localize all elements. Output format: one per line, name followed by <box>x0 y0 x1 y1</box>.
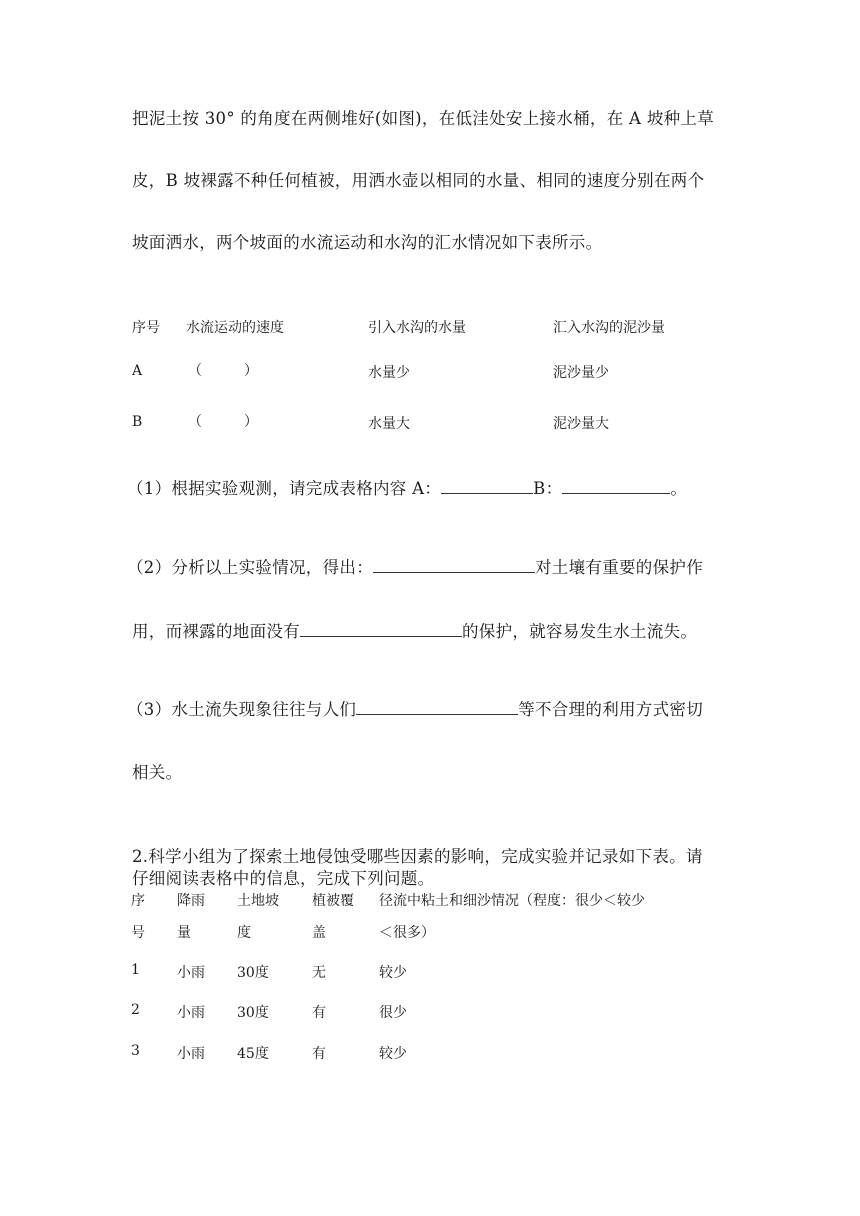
question-2-line2-prefix: 用，而裸露的地面没有 <box>132 622 300 641</box>
table2-header-slope-1: 土地坡 <box>237 893 279 909</box>
intro-line-1: 把泥土按 30° 的角度在两侧堆好(如图)，在低洼处安上接水桶，在 A 坡种上草 <box>132 109 715 128</box>
table-cell-speed: （ ） <box>188 363 258 379</box>
table2-cell-index: 2 <box>131 1002 140 1018</box>
table2-cell-vegetation: 有 <box>312 1005 326 1021</box>
table2-cell-rain: 小雨 <box>177 1046 205 1062</box>
question-3-prefix: （3）水土流失现象往往与人们 <box>127 700 357 719</box>
question-2-line2-suffix: 的保护，就容易发生水土流失。 <box>462 622 698 641</box>
answer-blank-a[interactable] <box>441 479 533 494</box>
intro-line-3: 坡面洒水，两个坡面的水流运动和水沟的汇水情况如下表所示。 <box>132 233 603 252</box>
table-cell-index: B <box>132 414 143 430</box>
answer-blank-3[interactable] <box>356 700 518 715</box>
table2-cell-rain: 小雨 <box>177 965 205 981</box>
problem-2-line-1: 2.科学小组为了探索土地侵蚀受哪些因素的影响，完成实验并记录如下表。请 <box>132 847 703 866</box>
question-2-line-1 <box>127 554 703 578</box>
table2-header-runoff-2: ＜很多） <box>379 925 435 941</box>
table2-cell-slope: 45度 <box>237 1046 269 1062</box>
table2-header-runoff-1: 径流中粘土和细沙情况（程度：很少＜较少 <box>379 893 645 909</box>
table2-cell-rain: 小雨 <box>177 1005 205 1021</box>
intro-line-2: 皮，B 坡裸露不种任何植被，用洒水壶以相同的水量、相同的速度分别在两个 <box>132 171 705 190</box>
table2-cell-runoff: 较少 <box>379 965 407 981</box>
problem-2-line-2: 仔细阅读表格中的信息，完成下列问题。 <box>132 869 435 888</box>
table2-cell-runoff: 很少 <box>379 1005 407 1021</box>
table-cell-index: A <box>132 363 143 379</box>
table-header-speed: 水流运动的速度 <box>186 320 284 336</box>
table2-header-vegetation-1: 植被覆 <box>312 893 354 909</box>
table-header-sediment: 汇入水沟的泥沙量 <box>553 320 665 336</box>
table-cell-sediment: 泥沙量少 <box>553 365 609 381</box>
table2-cell-vegetation: 有 <box>312 1046 326 1062</box>
answer-blank-b[interactable] <box>562 479 670 494</box>
table2-header-index-2: 号 <box>131 925 145 941</box>
table2-cell-slope: 30度 <box>237 965 269 981</box>
table-cell-sediment: 泥沙量大 <box>553 416 609 432</box>
table-cell-speed: （ ） <box>188 414 258 430</box>
question-1-suffix: 。 <box>670 479 688 498</box>
table2-cell-vegetation: 无 <box>312 965 326 981</box>
question-3-line-1 <box>127 696 703 720</box>
table-cell-water: 水量少 <box>368 365 410 381</box>
table2-cell-index: 3 <box>131 1043 140 1059</box>
table-header-water: 引入水沟的水量 <box>368 320 466 336</box>
table-header-index: 序号 <box>132 320 160 336</box>
question-3-suffix: 等不合理的利用方式密切 <box>518 700 704 719</box>
table2-header-slope-2: 度 <box>237 925 251 941</box>
table2-cell-slope: 30度 <box>237 1005 269 1021</box>
table2-header-index-1: 序 <box>131 893 145 909</box>
answer-blank-2b[interactable] <box>300 622 462 637</box>
table2-header-vegetation-2: 盖 <box>312 925 326 941</box>
table2-cell-index: 1 <box>131 962 140 978</box>
question-1-mid: B： <box>533 479 563 498</box>
question-2-mid: 对土壤有重要的保护作 <box>535 558 703 577</box>
table2-cell-runoff: 较少 <box>379 1046 407 1062</box>
table-cell-water: 水量大 <box>368 416 410 432</box>
question-2-prefix: （2）分析以上实验情况，得出： <box>127 558 373 577</box>
table2-header-rain-1: 降雨 <box>177 893 205 909</box>
question-1-prefix: （1）根据实验观测，请完成表格内容 A： <box>127 479 442 498</box>
question-3-line-2: 相关。 <box>132 763 183 782</box>
answer-blank-2a[interactable] <box>373 558 535 573</box>
table2-header-rain-2: 量 <box>177 925 191 941</box>
question-2-line-2 <box>132 618 697 642</box>
question-1 <box>127 475 687 499</box>
